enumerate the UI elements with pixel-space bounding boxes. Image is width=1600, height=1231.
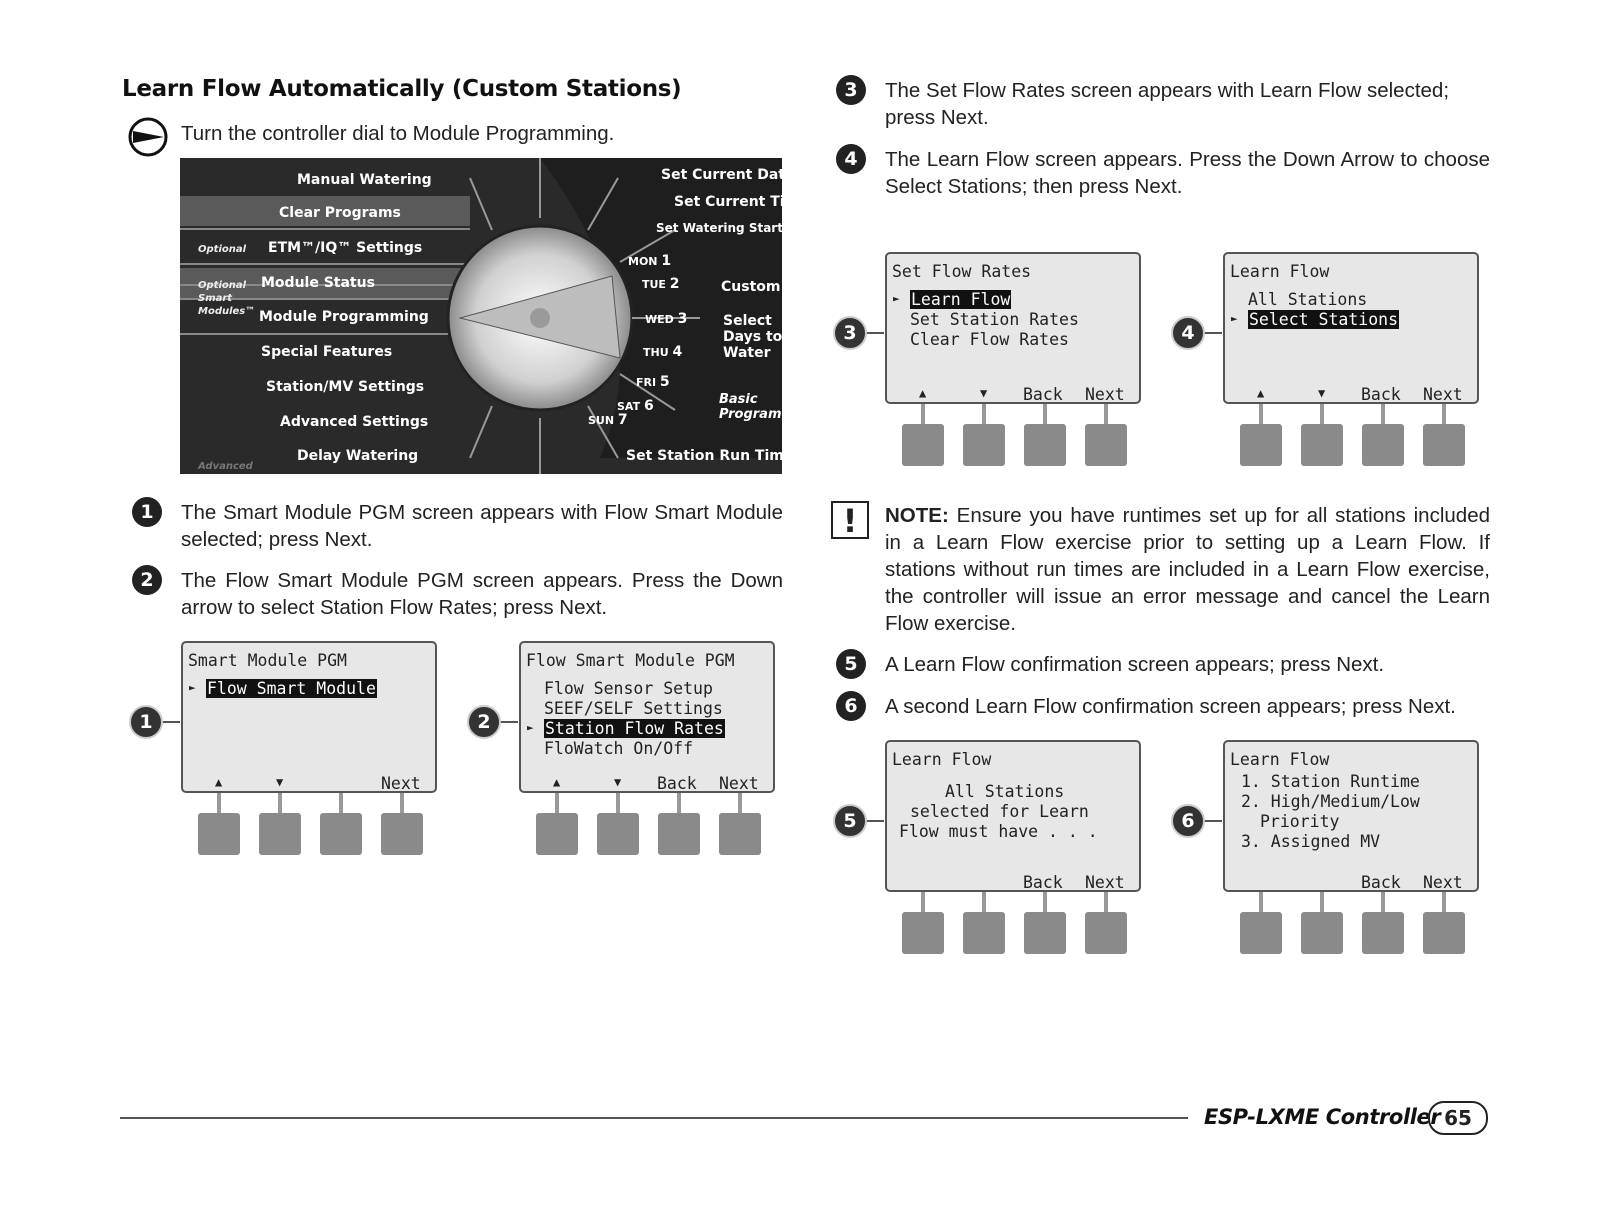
lcd-screen-6	[1223, 740, 1483, 955]
lcd-line: selected for Learn	[910, 802, 1089, 821]
lcd-line-selected: Station Flow Rates	[545, 719, 724, 738]
dial-left-item: Manual Watering	[297, 172, 432, 188]
step-text: The Smart Module PGM screen appears with Flow Smart Module selected; press Next.	[181, 501, 783, 551]
lcd-screen-1	[181, 641, 441, 856]
dial-right-item: Basic Programming	[719, 392, 819, 422]
screen-number-badge: 5	[833, 804, 867, 838]
back-button[interactable]	[1362, 912, 1404, 954]
warning-icon: !	[831, 501, 869, 539]
down-arrow-icon: ▼	[1318, 386, 1326, 400]
dial-right-item: Select Days to Water	[723, 313, 783, 361]
lcd-line-selected: Learn Flow	[911, 290, 1011, 309]
selection-pointer-icon: ►	[1231, 312, 1238, 325]
dial-arrow-icon	[128, 117, 168, 157]
up-arrow-icon: ▲	[215, 775, 223, 789]
lcd-line: SEEF/SELF Settings	[544, 699, 723, 718]
next-button[interactable]	[1423, 912, 1465, 954]
lcd-screen-5	[885, 740, 1145, 955]
up-arrow-icon: ▲	[1257, 386, 1265, 400]
back-button[interactable]	[320, 813, 362, 855]
lcd-line: Set Station Rates	[910, 310, 1079, 329]
lcd-line: All Stations	[1248, 290, 1368, 309]
lcd-next-label: Next	[1423, 385, 1463, 404]
lcd-next-label: Next	[381, 774, 421, 793]
advanced-label: Advanced	[198, 461, 253, 472]
up-button[interactable]	[1240, 424, 1282, 466]
down-button[interactable]	[597, 813, 639, 855]
up-button[interactable]	[198, 813, 240, 855]
lcd-line: Priority	[1260, 812, 1340, 831]
lcd-line: 3. Assigned MV	[1241, 832, 1381, 851]
up-arrow-icon: ▲	[553, 775, 561, 789]
selection-pointer-icon: ►	[893, 292, 900, 305]
dial-left-item: Special Features	[261, 344, 393, 360]
note-text	[885, 502, 1490, 637]
screen-number-badge: 3	[833, 316, 867, 350]
back-button[interactable]	[658, 813, 700, 855]
lcd-line: Clear Flow Rates	[910, 330, 1069, 349]
dial-left-item: Module Programming	[259, 309, 429, 325]
dial-day: TUE 2	[642, 276, 680, 292]
down-button[interactable]	[1301, 424, 1343, 466]
lcd-line: 1. Station Runtime	[1241, 772, 1420, 791]
controller-dial-image	[180, 158, 828, 474]
lcd-title: Learn Flow	[1230, 750, 1330, 769]
note-body: Ensure you have runtimes set up for all stations included in a Learn Flow exercise prior to setting up a Learn Flow. If stations without run times are included in a Learn Flow exercise, the controller will issue an error message and cancel the Learn Flow exercise.	[885, 504, 1490, 635]
optional-smart-label: Optional Smart Modules™	[198, 280, 256, 317]
dial-left-item: Advanced Settings	[280, 414, 429, 430]
lcd-title: Set Flow Rates	[892, 262, 1032, 281]
lcd-title: Learn Flow	[1230, 262, 1330, 281]
step-number: 5	[836, 649, 866, 679]
dial-right-item: Set Watering Start Times	[656, 221, 828, 235]
step-text: The Learn Flow screen appears. Press the Down Arrow to choose Select Stations; then press Next.	[885, 148, 1490, 198]
dial-left-item: Station/MV Settings	[266, 379, 425, 395]
dial-right-item: Set Station Run Times	[626, 448, 802, 464]
lcd-line: FloWatch On/Off	[544, 739, 694, 758]
lcd-next-label: Next	[1085, 873, 1125, 892]
lcd-next-label: Next	[1085, 385, 1125, 404]
up-button[interactable]	[902, 424, 944, 466]
back-button[interactable]	[1024, 424, 1066, 466]
down-arrow-icon: ▼	[276, 775, 284, 789]
lcd-line-selected: Flow Smart Module	[207, 679, 376, 698]
lcd-line: Flow must have . . .	[899, 822, 1098, 841]
step-number: 3	[836, 75, 866, 105]
screen-number-badge: 2	[467, 705, 501, 739]
lcd-back-label: Back	[1361, 873, 1401, 892]
dial-day: FRI 5	[636, 374, 670, 390]
dial-left-item: Delay Watering	[297, 448, 419, 464]
optional-label: Optional	[198, 244, 247, 255]
dial-left-item: ETM™/IQ™ Settings	[268, 240, 423, 256]
dial-left-item: Clear Programs	[279, 205, 401, 221]
step-number: 6	[836, 691, 866, 721]
lcd-back-label: Back	[657, 774, 697, 793]
up-button[interactable]	[536, 813, 578, 855]
section-heading: Learn Flow Automatically (Custom Stations)	[122, 76, 682, 102]
lcd-back-label: Back	[1361, 385, 1401, 404]
dial-left-item: Module Status	[261, 275, 375, 291]
lcd-back-label: Back	[1023, 385, 1063, 404]
lcd-next-label: Next	[1423, 873, 1463, 892]
back-button[interactable]	[1362, 424, 1404, 466]
next-button[interactable]	[719, 813, 761, 855]
lcd-next-label: Next	[719, 774, 759, 793]
next-button[interactable]	[1085, 424, 1127, 466]
screen-number-badge: 1	[129, 705, 163, 739]
next-button[interactable]	[381, 813, 423, 855]
up-button[interactable]	[1240, 912, 1282, 954]
dial-day: THU 4	[643, 344, 683, 360]
up-button[interactable]	[902, 912, 944, 954]
down-button[interactable]	[1301, 912, 1343, 954]
dial-day: SAT 6	[617, 398, 654, 414]
selection-pointer-icon: ►	[189, 681, 196, 694]
step-number: 4	[836, 144, 866, 174]
down-button[interactable]	[259, 813, 301, 855]
lcd-back-label: Back	[1023, 873, 1063, 892]
step-text: A Learn Flow confirmation screen appears; press Next.	[885, 653, 1385, 676]
lcd-title: Learn Flow	[892, 750, 992, 769]
dial-day: SUN 7	[588, 412, 628, 428]
next-button[interactable]	[1423, 424, 1465, 466]
selection-pointer-icon: ►	[527, 721, 534, 734]
step-number: 1	[132, 497, 162, 527]
lcd-screen-4	[1223, 252, 1483, 467]
dial-step-text: Turn the controller dial to Module Programming.	[181, 122, 615, 145]
lcd-screen-2	[519, 641, 779, 856]
lcd-title: Smart Module PGM	[188, 651, 347, 670]
footer-rule	[120, 1117, 1188, 1119]
footer-title: ESP-LXME Controller	[1204, 1105, 1441, 1129]
down-arrow-icon: ▼	[614, 775, 622, 789]
up-arrow-icon: ▲	[919, 386, 927, 400]
step-number: 2	[132, 565, 162, 595]
screen-number-badge: 6	[1171, 804, 1205, 838]
step-text: The Flow Smart Module PGM screen appears. Press the Down arrow to select Station Flow Rates; press Next.	[181, 569, 783, 619]
lcd-line: 2. High/Medium/Low	[1241, 792, 1420, 811]
lcd-title: Flow Smart Module PGM	[526, 651, 735, 670]
dial-right-item: Set Current Date	[661, 167, 795, 183]
lcd-line: All Stations	[945, 782, 1065, 801]
dial-right-item: Set Current Time	[674, 194, 809, 210]
note-label: NOTE:	[885, 504, 949, 527]
lcd-line: Flow Sensor Setup	[544, 679, 713, 698]
down-arrow-icon: ▼	[980, 386, 988, 400]
back-button[interactable]	[1024, 912, 1066, 954]
step-text: A second Learn Flow confirmation screen appears; press Next.	[885, 695, 1456, 718]
lcd-line-selected: Select Stations	[1249, 310, 1399, 329]
down-button[interactable]	[963, 424, 1005, 466]
down-button[interactable]	[963, 912, 1005, 954]
dial-right-item: Custom	[721, 279, 781, 295]
step-text: The Set Flow Rates screen appears with Learn Flow selected; press Next.	[885, 79, 1450, 129]
lcd-screen-3	[885, 252, 1145, 467]
dial-day: MON 1	[628, 253, 672, 269]
next-button[interactable]	[1085, 912, 1127, 954]
screen-number-badge: 4	[1171, 316, 1205, 350]
dial-day: WED 3	[645, 311, 688, 327]
page-number: 65	[1428, 1101, 1488, 1135]
